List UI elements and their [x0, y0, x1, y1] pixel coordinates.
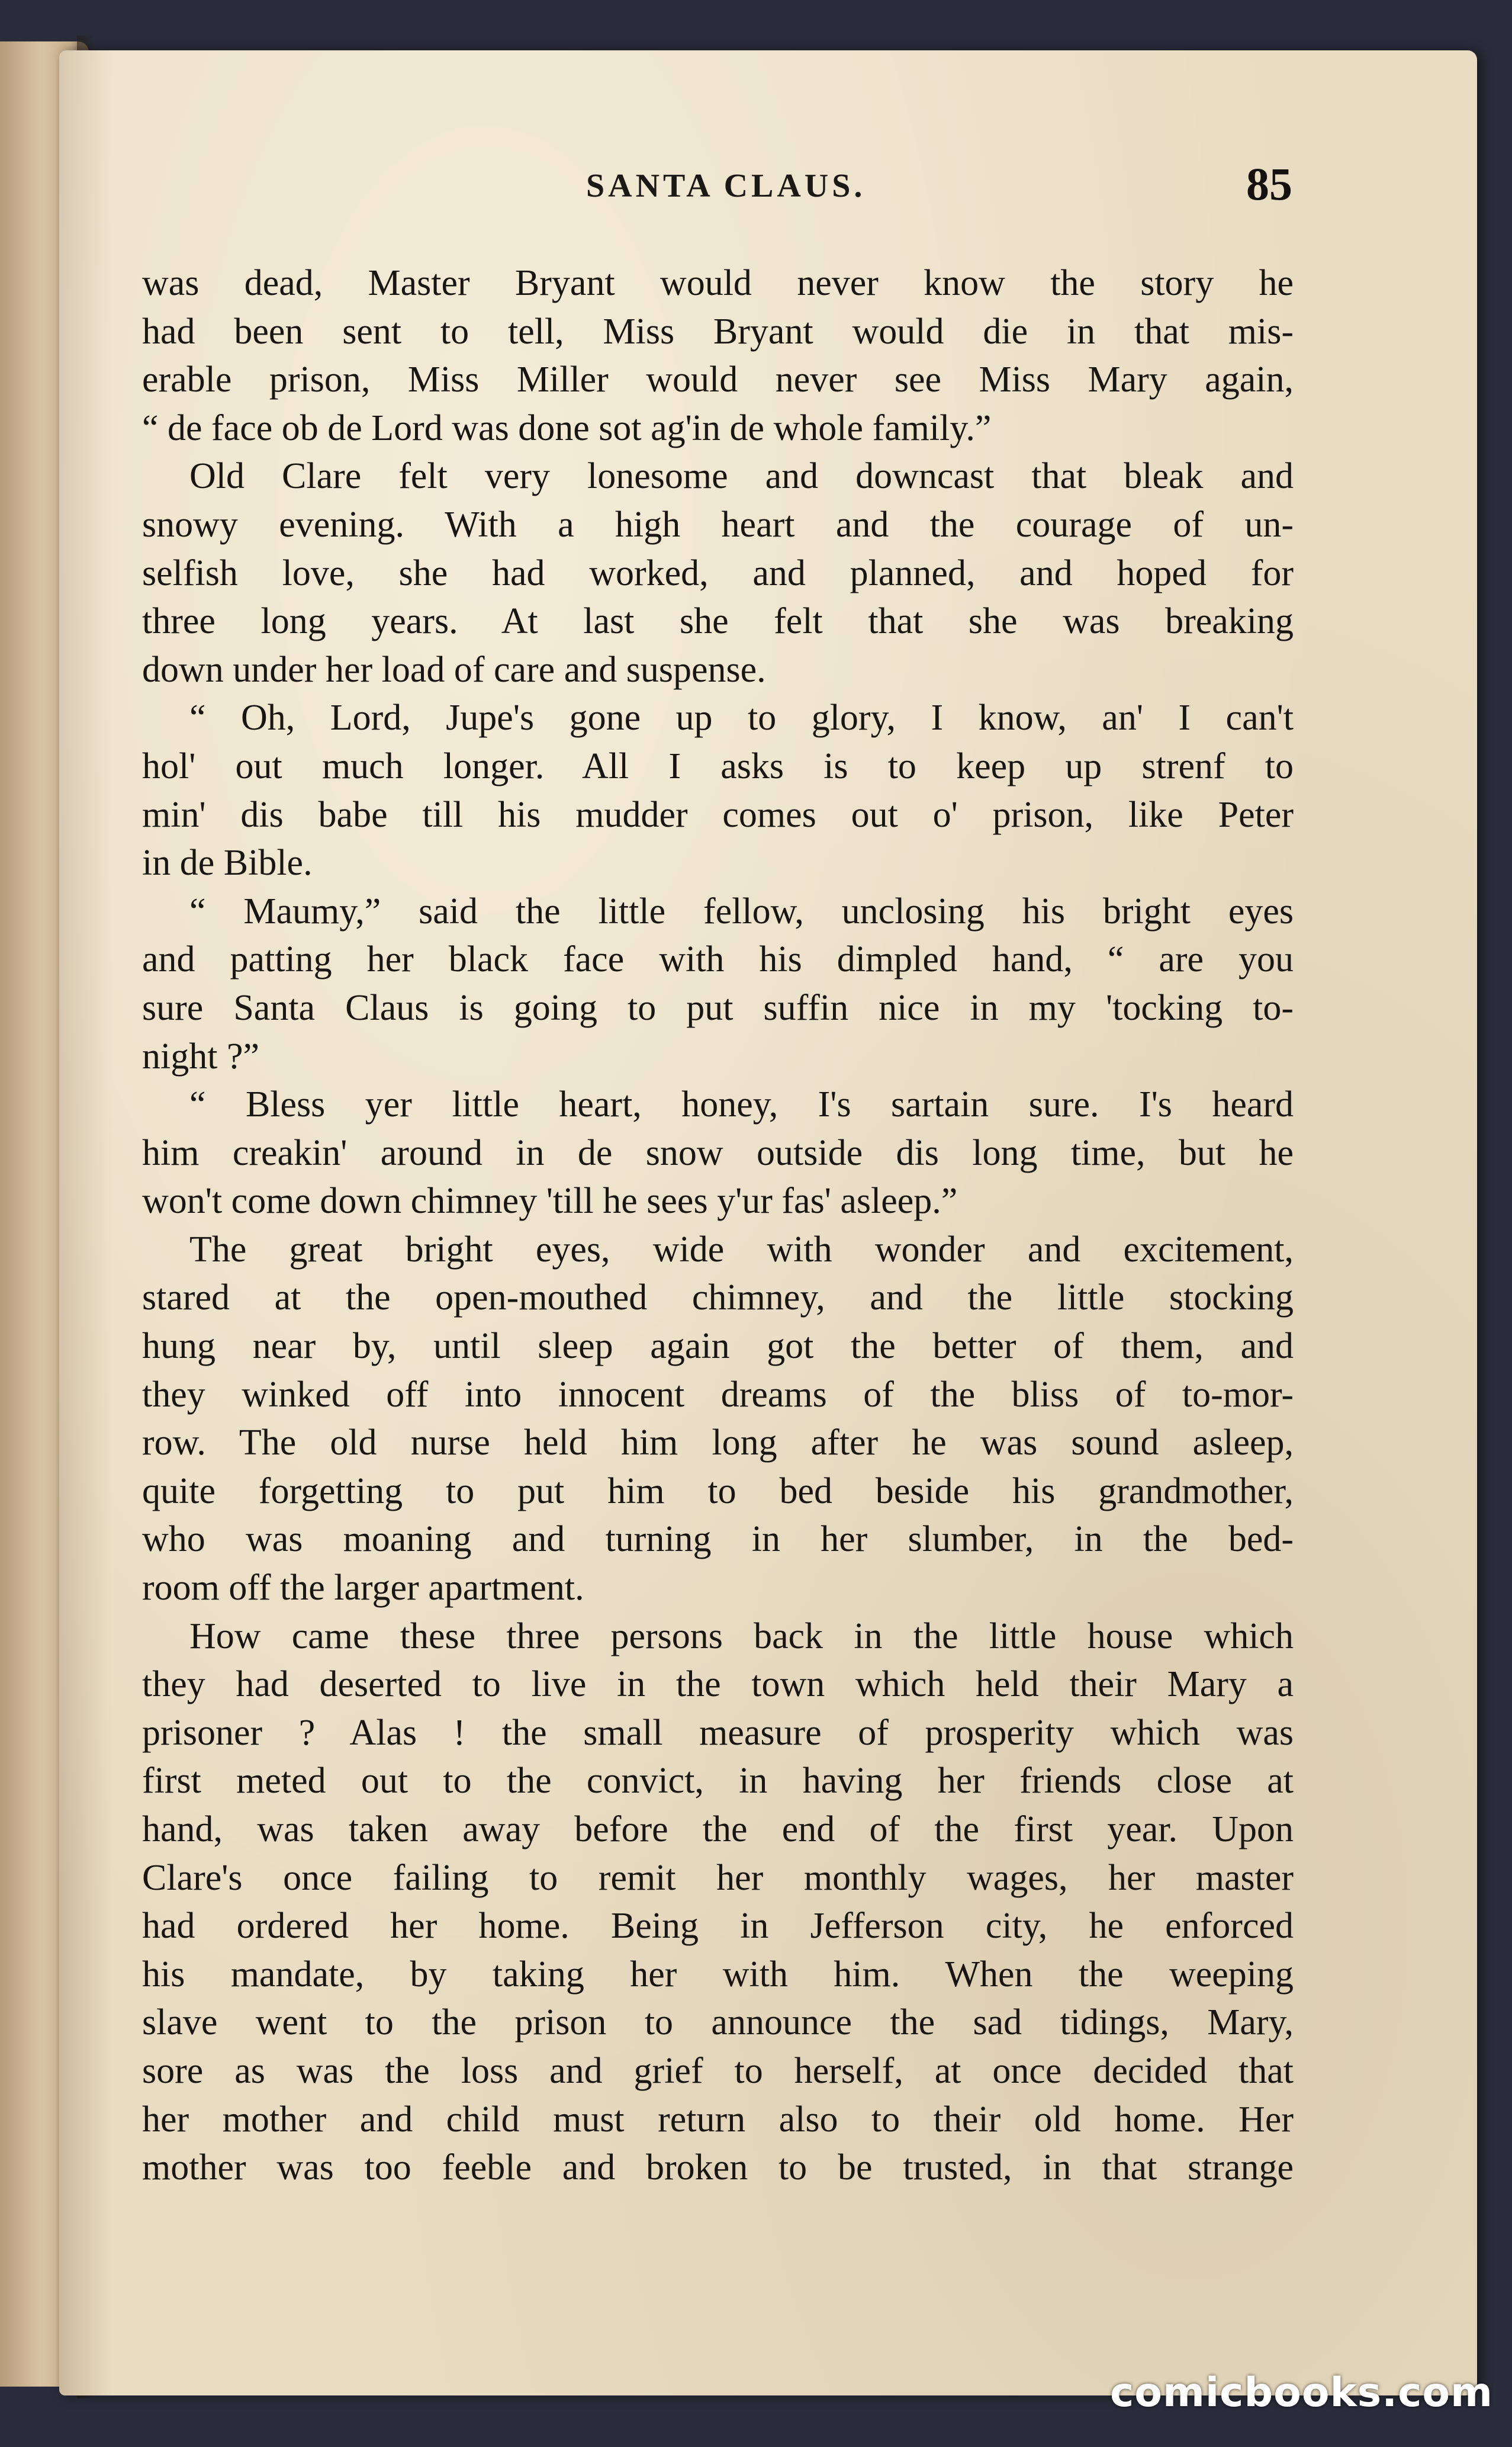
text-line: prisoner ? Alas ! the small measure of prosperity which was [142, 1712, 1294, 1753]
text-line: his mandate, by taking her with him. When the weeping [142, 1954, 1294, 1995]
text-line: “ Bless yer little heart, honey, I's sartain sure. I's heard [189, 1084, 1294, 1125]
running-head-title: SANTA CLAUS. [586, 168, 866, 204]
text-line: How came these three persons back in the little house which [189, 1616, 1294, 1656]
text-line: sore as was the loss and grief to herself, at once decided that [142, 2050, 1294, 2091]
text-line: slave went to the prison to announce the sad tidings, Mary, [142, 2002, 1294, 2043]
text-line: “ Oh, Lord, Jupe's gone up to glory, I know, an' I can't [189, 698, 1294, 738]
text-line: they winked off into innocent dreams of the bliss of to-mor- [142, 1374, 1294, 1415]
text-line: Clare's once failing to remit her monthly wages, her master [142, 1857, 1294, 1898]
text-line: they had deserted to live in the town which held their Mary a [142, 1664, 1294, 1705]
text-line: won't come down chimney 'till he sees y'ur fas' asleep.” [142, 1181, 958, 1222]
body-text [142, 259, 1294, 2192]
text-line: hol' out much longer. All I asks is to keep up strenf to [142, 746, 1294, 786]
text-line: night ?” [142, 1036, 259, 1077]
text-line: mother was too feeble and broken to be trusted, in that strange [142, 2147, 1294, 2188]
text-line: “ de face ob de Lord was done sot ag'in de whole family.” [142, 407, 992, 448]
page-number: 85 [1246, 158, 1292, 210]
text-line: erable prison, Miss Miller would never see Miss Mary again, [142, 359, 1294, 400]
text-line: three long years. At last she felt that she was breaking [142, 601, 1294, 642]
text-line: row. The old nurse held him long after he was sound asleep, [142, 1422, 1294, 1463]
text-line: “ Maumy,” said the little fellow, unclosing his bright eyes [189, 891, 1294, 932]
text-line: hung near by, until sleep again got the better of them, and [142, 1326, 1294, 1367]
text-line: her mother and child must return also to their old home. Her [142, 2099, 1294, 2140]
text-line: was dead, Master Bryant would never know the story he [142, 263, 1294, 303]
text-line: had ordered her home. Being in Jefferson city, he enforced [142, 1906, 1294, 1947]
text-line: hand, was taken away before the end of the first year. Upon [142, 1809, 1294, 1849]
text-line: first meted out to the convict, in having her friends close at [142, 1761, 1294, 1801]
text-line: in de Bible. [142, 843, 313, 884]
text-line: selfish love, she had worked, and planned, and hoped for [142, 553, 1294, 593]
text-line: had been sent to tell, Miss Bryant would die in that mis- [142, 311, 1294, 352]
text-line: min' dis babe till his mudder comes out o' prison, like Peter [142, 794, 1294, 835]
text-line: Old Clare felt very lonesome and downcast that bleak and [189, 456, 1294, 497]
text-line: room off the larger apartment. [142, 1568, 584, 1608]
watermark: comicbooks.com [1109, 2369, 1493, 2416]
text-line: him creakin' around in de snow outside dis long time, but he [142, 1132, 1294, 1173]
text-line: The great bright eyes, wide with wonder and excitement, [189, 1229, 1294, 1270]
text-line: down under her load of care and suspense. [142, 649, 766, 690]
text-line: sure Santa Claus is going to put suffin nice in my 'tocking to- [142, 987, 1294, 1028]
text-line: stared at the open-mouthed chimney, and the little stocking [142, 1277, 1294, 1318]
text-line: who was moaning and turning in her slumber, in the bed- [142, 1519, 1294, 1560]
text-line: snowy evening. With a high heart and the courage of un- [142, 504, 1294, 545]
text-line: and patting her black face with his dimpled hand, “ are you [142, 939, 1294, 980]
text-line: quite forgetting to put him to bed beside his grandmother, [142, 1470, 1294, 1511]
